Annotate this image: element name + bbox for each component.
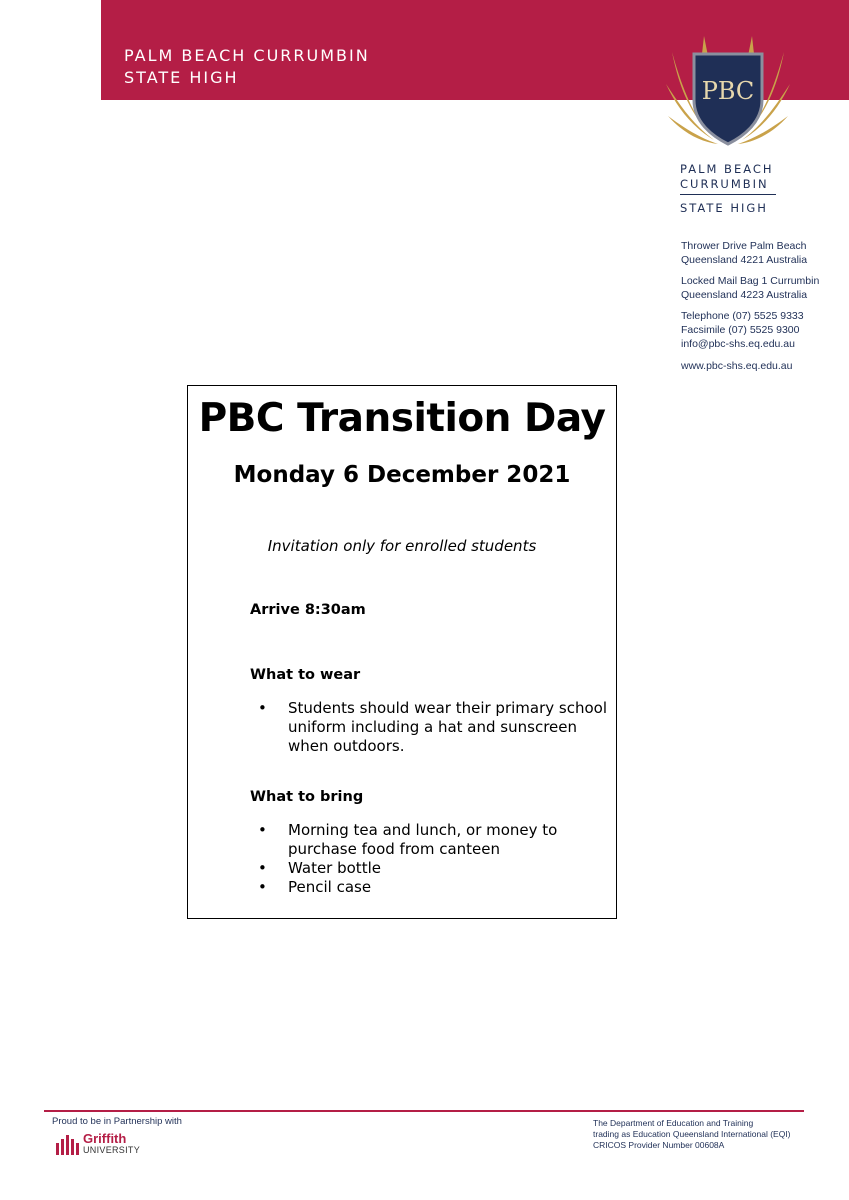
mail-line2: Queensland 4223 Australia (681, 289, 808, 301)
invitation-note: Invitation only for enrolled students (267, 537, 537, 555)
wear-list (250, 699, 610, 756)
address-line2: Queensland 4221 Australia (681, 254, 808, 266)
wear-heading: What to wear (250, 667, 361, 683)
list-item: • Students should wear their primary school uniform including a hat and sunscreen when outdoors. (258, 699, 607, 755)
mail-line1: Locked Mail Bag 1 Currumbin (681, 275, 820, 287)
notice-date: Monday 6 December 2021 (233, 462, 571, 488)
bullet-icon: • (258, 859, 267, 877)
bullet-icon: • (258, 878, 267, 896)
footer-divider (44, 1110, 804, 1112)
transition-day-notice (187, 385, 617, 919)
school-name-line1: PALM BEACH CURRUMBIN (124, 46, 370, 65)
address-block (681, 239, 807, 267)
notice-title: PBC Transition Day (198, 396, 606, 441)
partnership-text: Proud to be in Partnership with (52, 1116, 182, 1127)
griffith-name: Griffith (83, 1131, 127, 1146)
phone-block (681, 309, 804, 351)
list-item: • Water bottle (258, 859, 381, 877)
facsimile: Facsimile (07) 5525 9300 (681, 324, 800, 336)
list-item: • Morning tea and lunch, or money to purchase food from canteen (258, 821, 558, 858)
email-address: info@pbc-shs.eq.edu.au (681, 338, 795, 350)
bring-list (250, 821, 610, 897)
school-name-line2: STATE HIGH (124, 68, 239, 87)
list-item: • Pencil case (258, 878, 372, 896)
bullet-icon: • (258, 821, 267, 839)
arrive-time: Arrive 8:30am (250, 602, 366, 618)
bring-heading: What to bring (250, 789, 364, 805)
crest-divider (680, 194, 776, 195)
department-info (593, 1118, 791, 1151)
crest-line3: STATE HIGH (680, 201, 768, 215)
website: www.pbc-shs.eq.edu.au (681, 360, 793, 372)
mail-block (681, 274, 819, 302)
crest-line2: CURRUMBIN (680, 177, 769, 191)
department-line1: The Department of Education and Training (593, 1118, 754, 1128)
telephone: Telephone (07) 5525 9333 (681, 310, 804, 322)
crest-initials: PBC (701, 77, 755, 105)
griffith-emblem-icon (55, 1135, 81, 1155)
griffith-sub: UNIVERSITY (83, 1145, 141, 1155)
crest-line1: PALM BEACH (680, 162, 774, 176)
school-crest-logo (664, 32, 792, 154)
address-line1: Thrower Drive Palm Beach (681, 240, 807, 252)
cricos-number: CRICOS Provider Number 00608A (593, 1140, 725, 1150)
website-block (681, 359, 792, 373)
griffith-logo (55, 1133, 145, 1157)
bullet-icon: • (258, 699, 267, 717)
department-line2: trading as Education Queensland International (EQI) (593, 1129, 791, 1139)
